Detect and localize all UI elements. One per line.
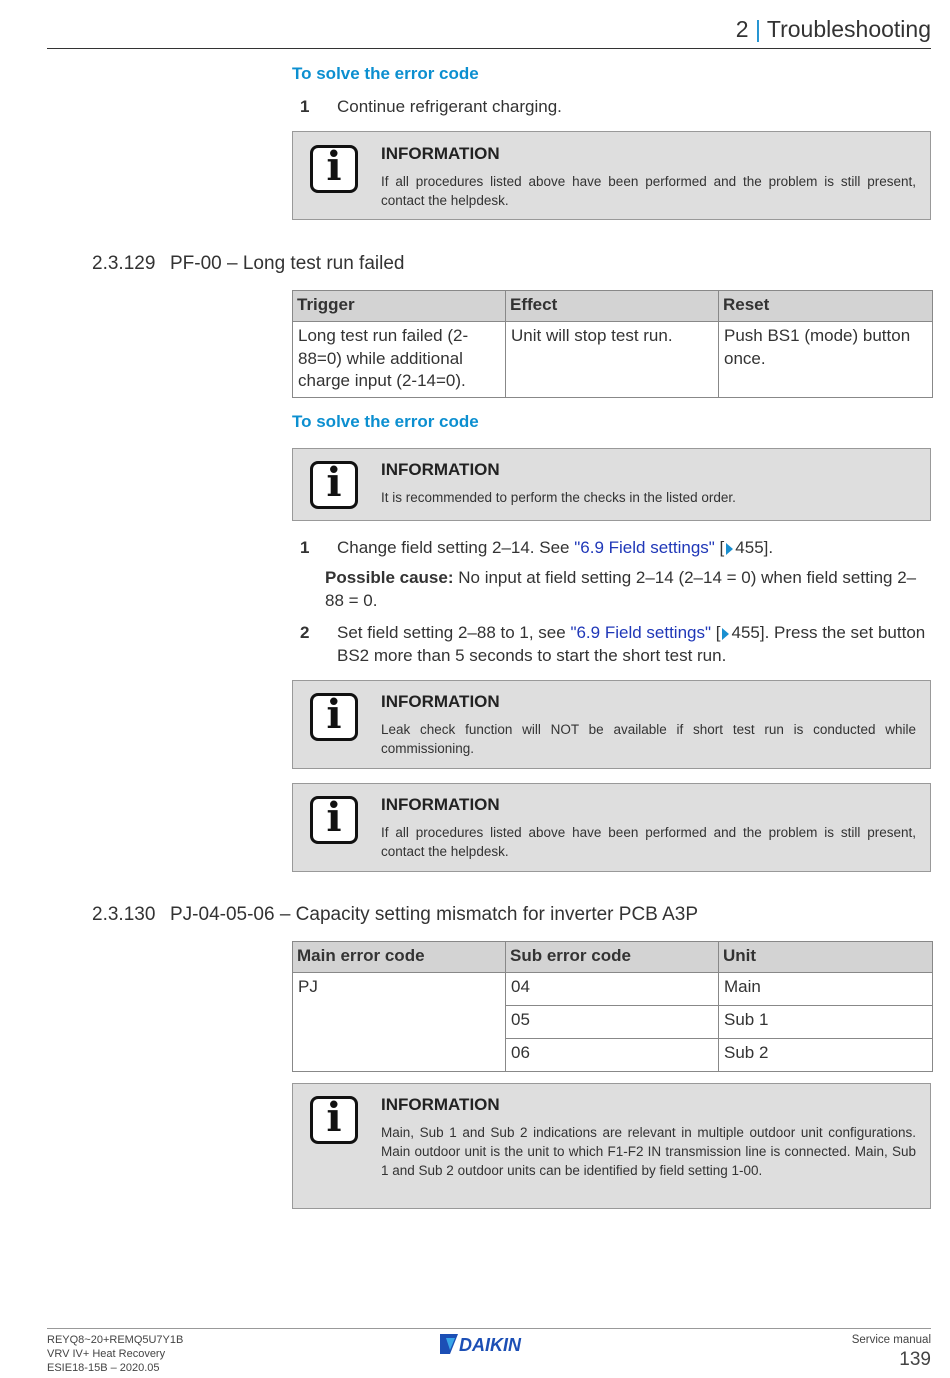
page-ref-number[interactable]: 455	[735, 538, 764, 557]
step-item	[300, 621, 932, 669]
step-text-suffix: ]. Press the set button BS2 more than 5 seconds to start the short test run.	[337, 623, 926, 665]
column-header-sub-code: Sub error code	[506, 942, 719, 973]
step-text	[337, 621, 932, 667]
cause-label: Possible cause:	[325, 568, 454, 587]
info-text: Leak check function will NOT be available if short test run is conducted while commissioning.	[381, 722, 916, 756]
page-ref-arrow-icon	[726, 543, 733, 555]
effect-cell: Unit will stop test run.	[506, 322, 719, 398]
info-box	[292, 1083, 931, 1209]
info-title: INFORMATION	[381, 795, 500, 814]
info-box	[292, 131, 931, 220]
info-title: INFORMATION	[381, 144, 500, 163]
info-icon: i	[310, 693, 358, 741]
error-code-table	[292, 941, 933, 1072]
logo-wordmark: DAIKIN	[459, 1335, 521, 1355]
possible-cause	[325, 566, 930, 612]
footer-divider	[47, 1328, 931, 1329]
info-text: If all procedures listed above have been performed and the problem is still present, contact the helpdesk.	[381, 174, 916, 208]
field-settings-link[interactable]: "6.9 Field settings"	[574, 538, 715, 557]
step-text	[337, 536, 932, 559]
table-row	[293, 322, 933, 398]
page-ref-number[interactable]: 455	[731, 623, 760, 642]
chapter-number: 2	[735, 16, 749, 42]
info-text: Main, Sub 1 and Sub 2 indications are relevant in multiple outdoor unit configurations. Main outdoor unit is the unit to which F1-F2 IN transmission line is connected. Main, Sub 1 and Sub 2 outdoor units can be identified by field setting 1-00.	[381, 1125, 916, 1178]
info-title: INFORMATION	[381, 692, 500, 711]
main-code-cell: PJ	[293, 973, 506, 1072]
chapter-separator: |	[754, 16, 761, 42]
info-box	[292, 448, 931, 521]
info-text: If all procedures listed above have been performed and the problem is still present, contact the helpdesk.	[381, 825, 916, 859]
page-ref-open: [	[711, 623, 721, 642]
table-header-row	[293, 942, 933, 973]
sub-code-cell: 06	[506, 1039, 719, 1072]
footer-model: REYQ8~20+REMQ5U7Y1B	[47, 1334, 184, 1346]
trigger-cell: Long test run failed (2-88=0) while additional charge input (2-14=0).	[293, 322, 506, 398]
footer-manual-label: Service manual	[851, 1334, 931, 1346]
column-header-unit: Unit	[719, 942, 933, 973]
section-title-129	[92, 253, 404, 275]
trigger-effect-reset-table	[292, 290, 933, 398]
info-title: INFORMATION	[381, 460, 500, 479]
page-ref-open: [	[714, 538, 725, 557]
solve-heading-2: To solve the error code	[292, 412, 479, 431]
unit-cell: Sub 1	[719, 1006, 933, 1039]
info-icon: i	[310, 145, 358, 193]
page-header	[47, 14, 931, 49]
info-box	[292, 680, 931, 769]
unit-cell: Sub 2	[719, 1039, 933, 1072]
unit-cell: Main	[719, 973, 933, 1006]
section-title-130	[92, 904, 698, 926]
info-text: It is recommended to perform the checks in the listed order.	[381, 490, 736, 505]
section-number: 2.3.129	[92, 253, 156, 274]
page-ref-arrow-icon	[722, 628, 729, 640]
section-number: 2.3.130	[92, 904, 156, 925]
info-icon: i	[310, 796, 358, 844]
footer-doc-id: ESIE18-15B – 2020.05	[47, 1362, 160, 1374]
page-number: 139	[899, 1349, 931, 1370]
section-name: PF-00 – Long test run failed	[170, 253, 405, 274]
info-icon: i	[310, 461, 358, 509]
info-box	[292, 783, 931, 872]
sub-code-cell: 05	[506, 1006, 719, 1039]
info-title: INFORMATION	[381, 1095, 500, 1114]
table-header-row	[293, 291, 933, 322]
info-icon: i	[310, 1096, 358, 1144]
reset-cell: Push BS1 (mode) button once.	[719, 322, 933, 398]
field-settings-link[interactable]: "6.9 Field settings"	[570, 623, 712, 642]
daikin-logo-mark-icon	[438, 1332, 541, 1356]
step-number: 2	[300, 623, 310, 642]
section-name: PJ-04-05-06 – Capacity setting mismatch for inverter PCB A3P	[170, 904, 699, 925]
step-item	[300, 95, 930, 119]
column-header-reset: Reset	[719, 291, 933, 322]
step-text-prefix: Set field setting 2–88 to 1, see	[337, 623, 571, 642]
sub-code-cell: 04	[506, 973, 719, 1006]
chapter-heading	[736, 16, 931, 43]
step-item	[300, 536, 932, 560]
footer-document-info	[47, 1333, 183, 1375]
chapter-title: Troubleshooting	[766, 16, 931, 42]
column-header-trigger: Trigger	[293, 291, 506, 322]
column-header-effect: Effect	[506, 291, 719, 322]
daikin-logo	[438, 1332, 541, 1356]
solve-heading-1: To solve the error code	[292, 64, 479, 83]
step-number: 1	[300, 97, 310, 116]
step-text-prefix: Change field setting 2–14. See	[337, 538, 575, 557]
table-row	[293, 973, 933, 1006]
footer-product: VRV IV+ Heat Recovery	[47, 1348, 166, 1360]
step-text: Continue refrigerant charging.	[337, 97, 562, 116]
footer-page-info	[852, 1333, 931, 1372]
page-ref-close: ].	[763, 538, 774, 557]
column-header-main-code: Main error code	[293, 942, 506, 973]
cause-text: No input at field setting 2–14 (2–14 = 0) when field setting 2–88 = 0.	[325, 568, 917, 610]
step-number: 1	[300, 538, 310, 557]
